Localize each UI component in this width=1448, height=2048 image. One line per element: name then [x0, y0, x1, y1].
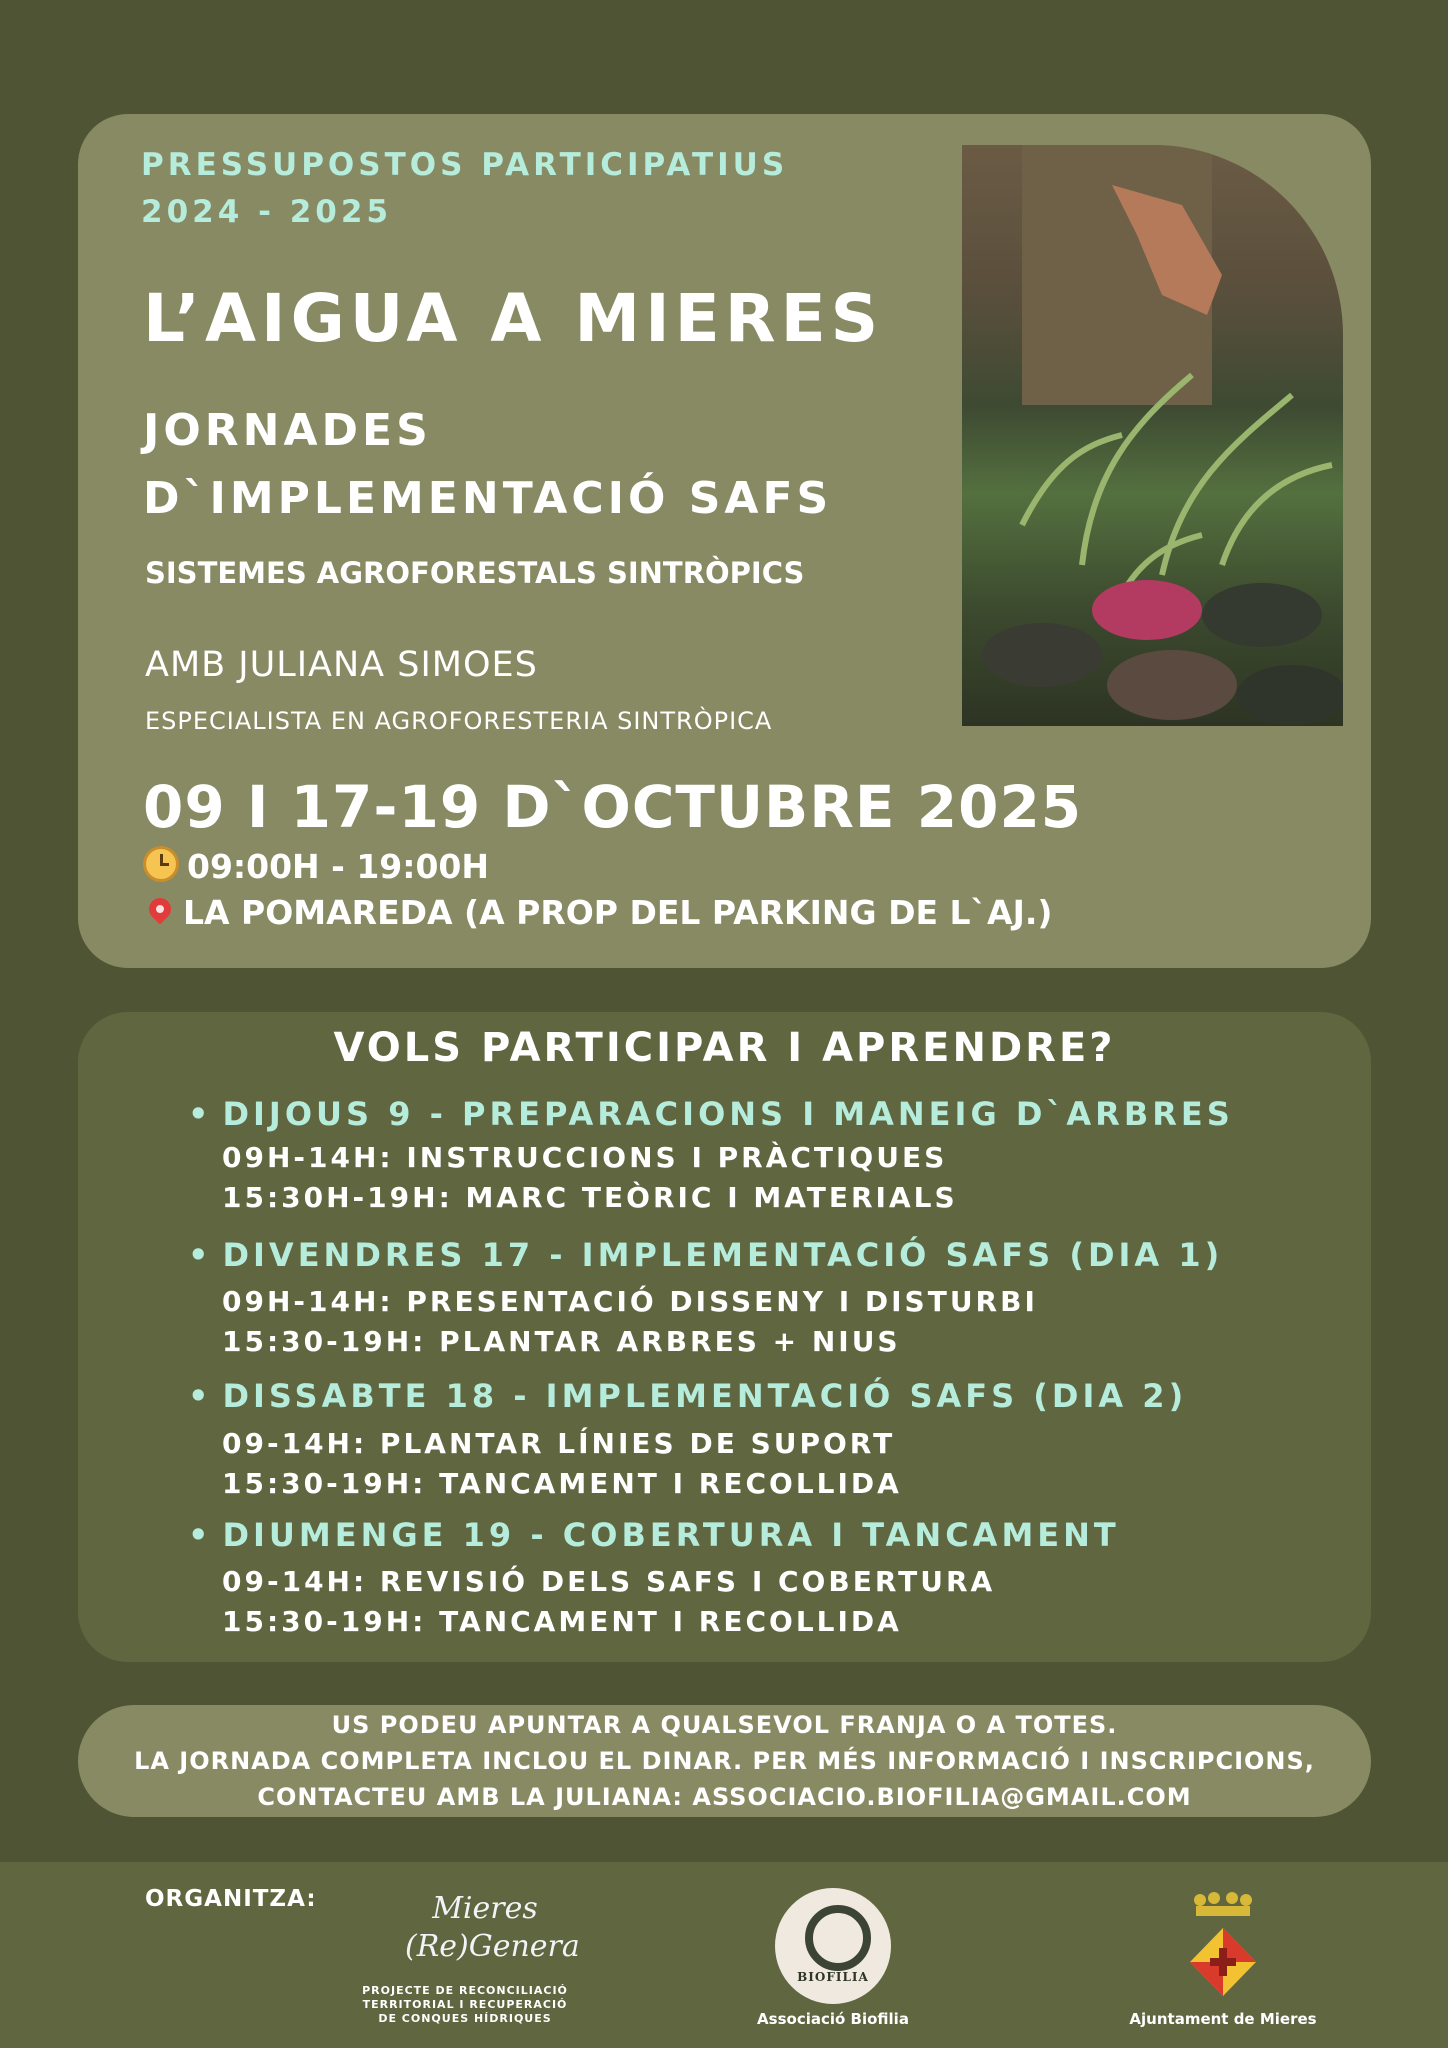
- organitza-label: ORGANITZA:: [145, 1886, 317, 1912]
- mieres-regenera-caption: [350, 1984, 580, 2026]
- plants-photo: [962, 145, 1343, 726]
- page-title: L’AIGUA A MIERES: [143, 280, 884, 357]
- mieres-coat-of-arms-icon: [1188, 1926, 1258, 1998]
- subtitle-line-1: JORNADES: [143, 405, 432, 456]
- bullet-icon: •: [188, 1516, 213, 1554]
- time-slot: 09H-14H: INSTRUCCIONS I PRÀCTIQUES: [222, 1141, 948, 1174]
- note-line-2: LA JORNADA COMPLETA INCLOU EL DINAR. PER MÉS INFORMACIÓ I INSCRIPCIONS,: [134, 1747, 1315, 1775]
- bullet-icon: •: [188, 1377, 213, 1415]
- event-time: [143, 846, 489, 886]
- time-slot: 15:30-19H: TANCAMENT I RECOLLIDA: [222, 1605, 902, 1638]
- day-item: [188, 1377, 1187, 1415]
- kicker-line-1: PRESSUPOSTOS PARTICIPATIUS: [141, 147, 789, 183]
- program-title: VOLS PARTICIPAR I APRENDRE?: [333, 1025, 1116, 1071]
- day-label: DIVENDRES 17 - IMPLEMENTACIÓ SAFS (DIA 1): [222, 1236, 1224, 1274]
- day-item: [188, 1516, 1120, 1554]
- event-time-text: 09:00H - 19:00H: [187, 847, 489, 886]
- photo-pot-3: [1107, 650, 1237, 720]
- crown-icon: [1192, 1888, 1254, 1918]
- bullet-icon: •: [188, 1095, 213, 1133]
- mieres-regenera-logo: [405, 1890, 580, 1966]
- photo-pot-4: [1237, 665, 1343, 725]
- speaker-name: AMB JULIANA SIMOES: [145, 645, 538, 685]
- day-item: [188, 1236, 1223, 1274]
- photo-pot-1: [1202, 583, 1322, 647]
- subtitle-line-2: D`IMPLEMENTACIÓ SAFS: [143, 473, 833, 524]
- time-slot: 09-14H: REVISIÓ DELS SAFS I COBERTURA: [222, 1565, 996, 1598]
- logo1-caption-1: PROJECTE DE RECONCILIACIÓ: [362, 1984, 568, 1997]
- time-slot: 15:30-19H: PLANTAR ARBRES + NIUS: [222, 1325, 901, 1358]
- clock-icon: [143, 846, 179, 882]
- bullet-icon: •: [188, 1236, 213, 1274]
- day-label: DIJOUS 9 - PREPARACIONS I MANEIG D`ARBRES: [222, 1095, 1234, 1133]
- biofilia-caption: Associació Biofilia: [757, 2010, 909, 2028]
- logo1-line-2: (Re)Genera: [405, 1929, 580, 1964]
- speaker-role: ESPECIALISTA EN AGROFORESTERIA SINTRÒPICA: [145, 707, 773, 735]
- biofilia-wreath-icon: [805, 1905, 871, 1971]
- time-slot: 09H-14H: PRESENTACIÓ DISSENY I DISTURBI: [222, 1285, 1038, 1318]
- biofilia-logo-word: BIOFILIA: [797, 1970, 869, 1984]
- time-slot: 15:30H-19H: MARC TEÒRIC I MATERIALS: [222, 1181, 958, 1214]
- event-location: [143, 893, 1052, 932]
- subtitle-small: SISTEMES AGROFORESTALS SINTRÒPICS: [145, 556, 805, 590]
- time-slot: 15:30-19H: TANCAMENT I RECOLLIDA: [222, 1467, 902, 1500]
- pin-icon: [144, 893, 175, 924]
- kicker-line-2: 2024 - 2025: [141, 194, 393, 230]
- day-label: DIUMENGE 19 - COBERTURA I TANCAMENT: [222, 1516, 1120, 1554]
- note-line-1: US PODEU APUNTAR A QUALSEVOL FRANJA O A TOTES.: [331, 1711, 1118, 1739]
- time-slot: 09-14H: PLANTAR LÍNIES DE SUPORT: [222, 1427, 896, 1460]
- photo-foliage: [1022, 375, 1332, 615]
- event-dates: 09 I 17-19 D`OCTUBRE 2025: [143, 773, 1083, 841]
- photo-pot-2: [982, 623, 1102, 687]
- plants-photo-illustration: [962, 145, 1343, 726]
- photo-pink-pot: [1092, 580, 1202, 640]
- ajuntament-caption: Ajuntament de Mieres: [1129, 2010, 1317, 2028]
- logo1-line-1: Mieres: [432, 1891, 538, 1926]
- note-line-3: CONTACTEU AMB LA JULIANA: ASSOCIACIO.BIOFILIA@GMAIL.COM: [257, 1783, 1192, 1811]
- logo1-caption-2: TERRITORIAL I RECUPERACIÓ: [362, 1998, 568, 2011]
- day-item: [188, 1095, 1234, 1133]
- event-location-text: LA POMAREDA (A PROP DEL PARKING DE L`AJ.): [183, 893, 1053, 932]
- day-label: DISSABTE 18 - IMPLEMENTACIÓ SAFS (DIA 2): [222, 1377, 1188, 1415]
- logo1-caption-3: DE CONQUES HÍDRIQUES: [378, 2012, 552, 2025]
